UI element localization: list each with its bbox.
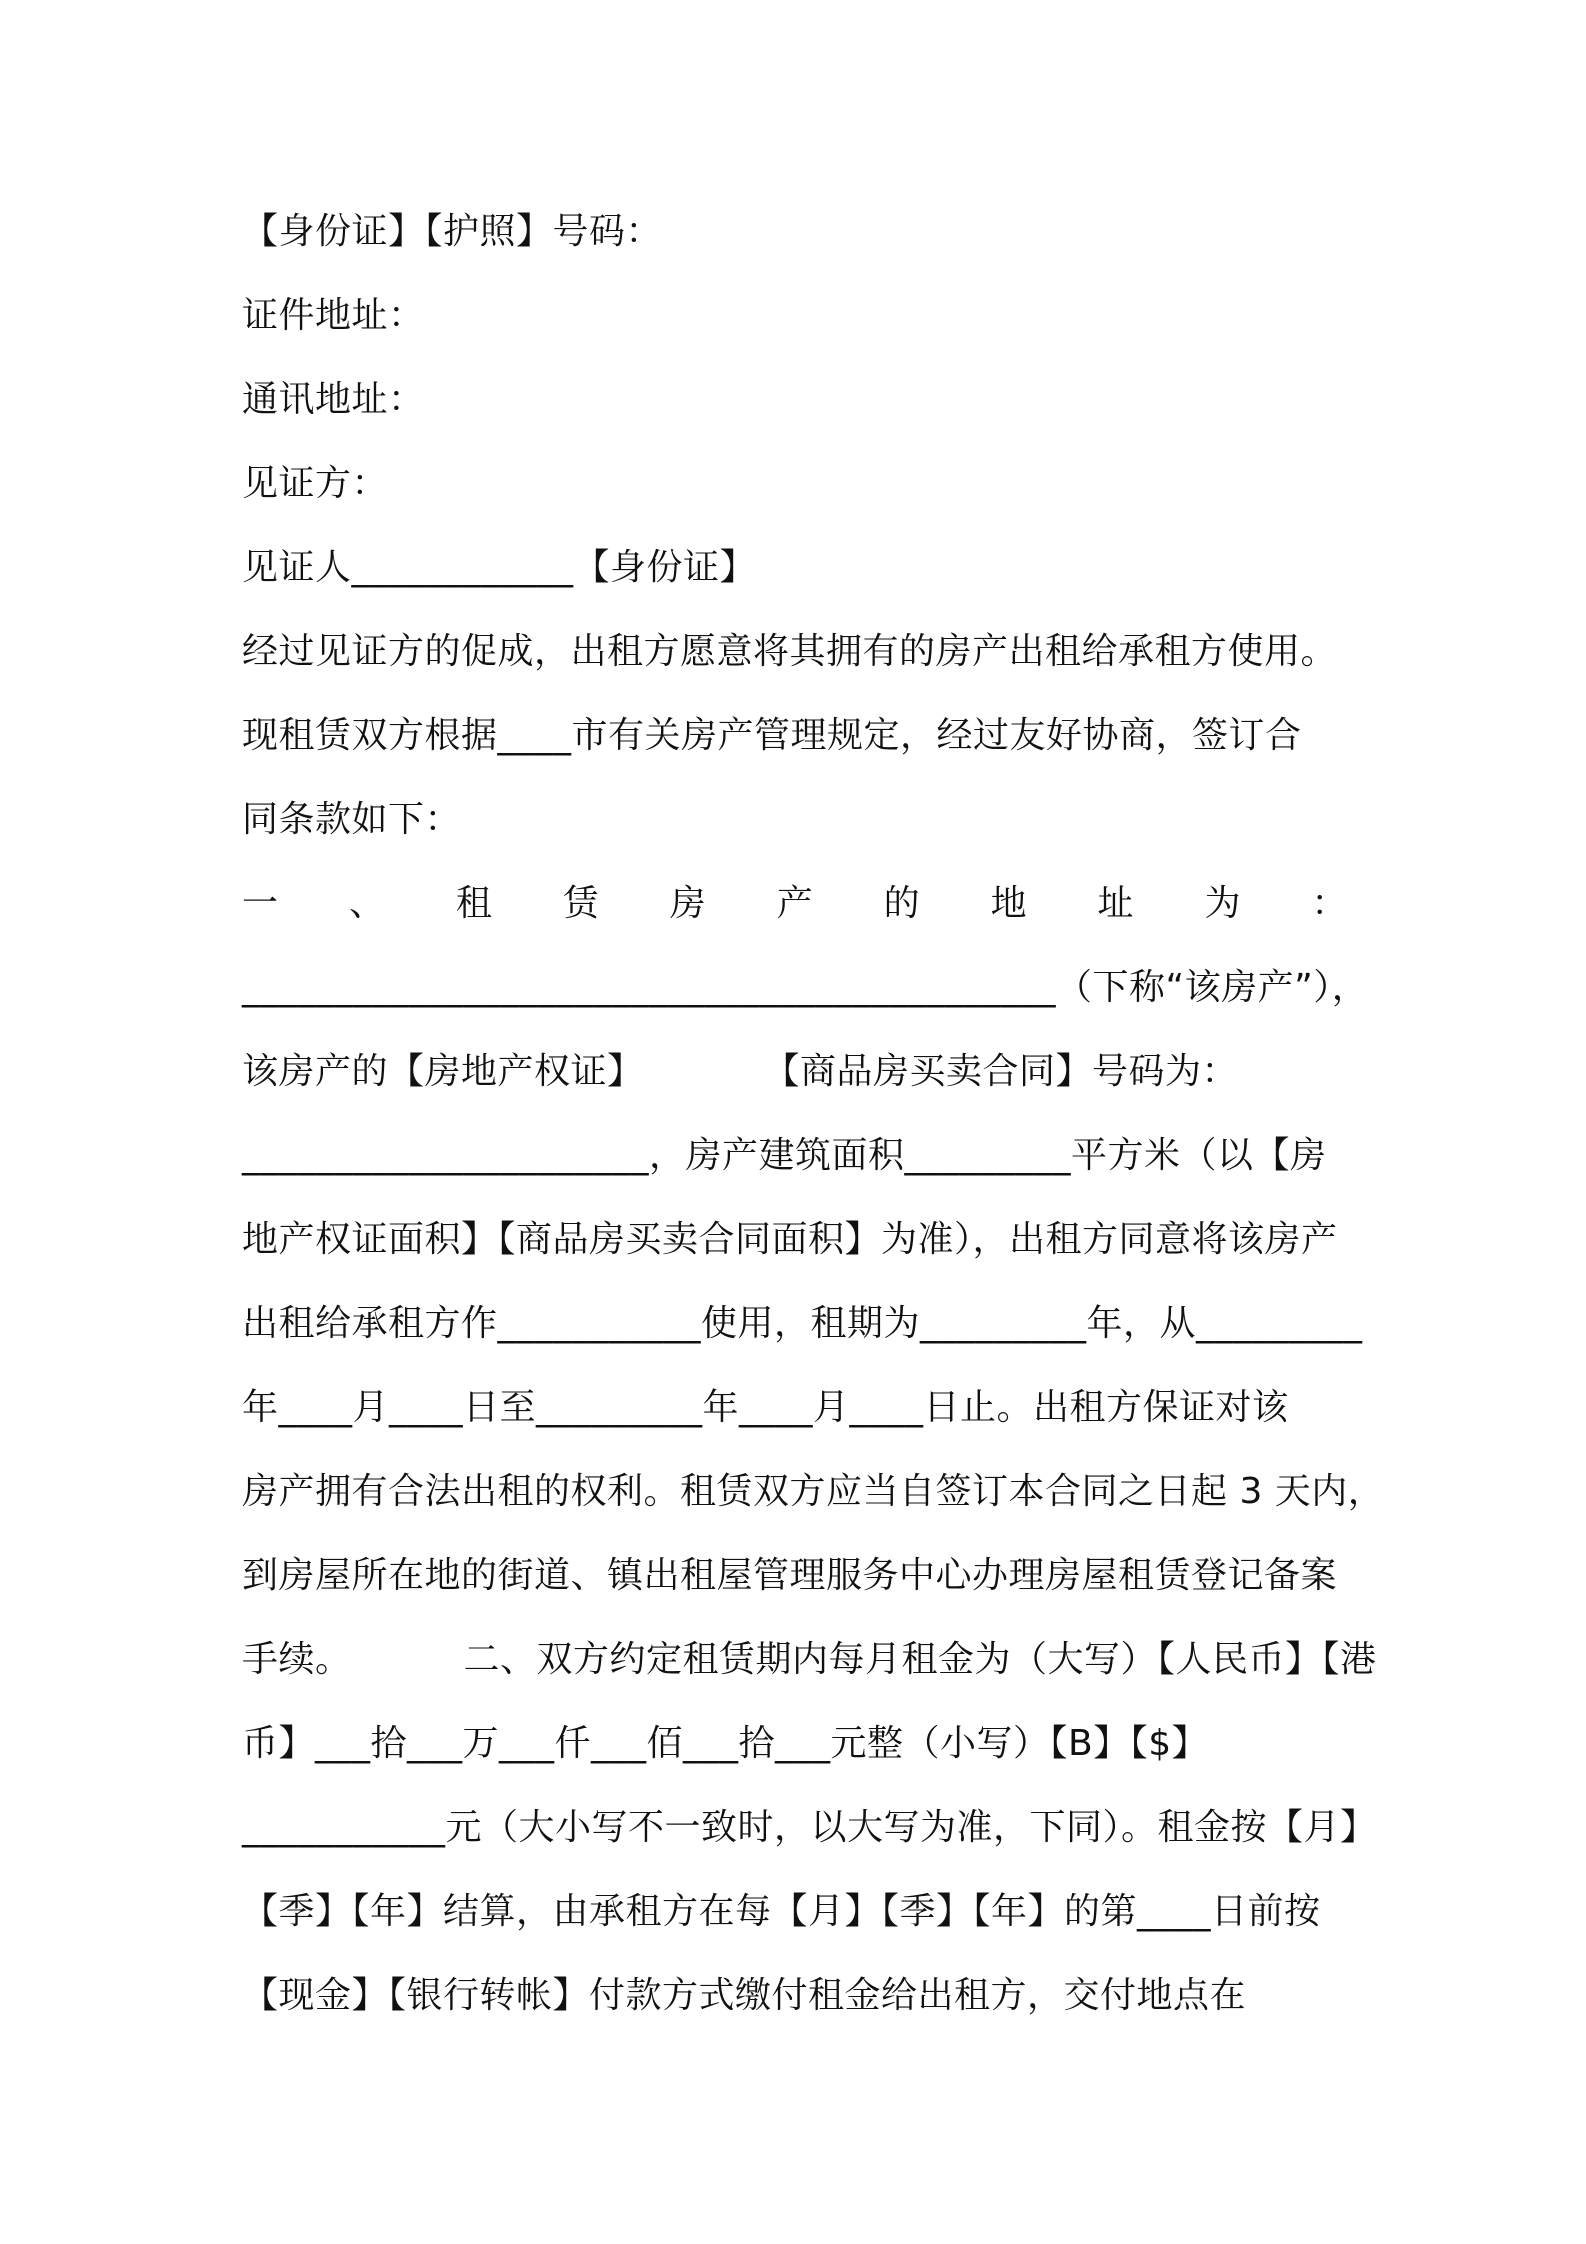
heading-char: 址	[1097, 883, 1135, 924]
witness-person-line: 见证人____________【身份证】	[242, 547, 757, 588]
body-line: 到房屋所在地的街道、镇出租屋管理服务中心办理房屋租赁登记备案	[242, 1555, 1338, 1596]
body-line: 出租给承租方作___________使用，租期为_________年，从_________	[242, 1303, 1363, 1344]
line-text: 该房产的【房地产权证】	[242, 1051, 644, 1092]
mail-address-line: 通讯地址：	[242, 379, 425, 420]
body-line: 经过见证方的促成，出租方愿意将其拥有的房产出租给承租方使用。	[242, 631, 1338, 672]
body-line: 年____月____日至_________年____月____日止。出租方保证对该	[242, 1387, 1289, 1428]
line-text: 手续。	[242, 1639, 352, 1680]
heading-char: 的	[883, 883, 921, 924]
body-line	[242, 1048, 1362, 1096]
heading-char: 赁	[562, 883, 600, 924]
body-line: 房产拥有合法出租的权利。租赁双方应当自签订本合同之日起 3 天内，	[242, 1471, 1385, 1512]
body-line: 【季】【年】结算，由承租方在每【月】【季】【年】的第____日前按	[242, 1891, 1321, 1932]
heading-char: 房	[669, 883, 707, 924]
id-address-line: 证件地址：	[242, 295, 425, 336]
body-line: ___________元（大小写不一致时，以大写为准，下同）。租金按【月】	[242, 1807, 1377, 1848]
heading-char: 租	[455, 883, 493, 924]
body-line: 币】___拾___万___仟___佰___拾___元整（小写）【B】【$】	[242, 1723, 1209, 1764]
witness-party-line: 见证方：	[242, 463, 389, 504]
article-2-text: 二、双方约定租赁期内每月租金为（大写）【人民币】【港	[463, 1639, 1377, 1680]
heading-char: 一	[242, 883, 279, 924]
heading-char: 产	[776, 883, 814, 924]
article-1-heading	[242, 880, 1348, 928]
body-line: 【现金】【银行转帐】付款方式缴付租金给出租方，交付地点在	[242, 1975, 1247, 2016]
body-line: 同条款如下：	[242, 799, 462, 840]
heading-char: 为	[1204, 883, 1241, 924]
heading-char: 、	[348, 883, 386, 924]
body-line: 现租赁双方根据____市有关房产管理规定，经过友好协商，签订合	[242, 715, 1302, 756]
body-line: ______________________，房产建筑面积_________平方米（以【房	[242, 1135, 1327, 1176]
body-line: ____________________________________________（下称“该房产”），	[242, 967, 1369, 1008]
id-number-line: 【身份证】【护照】号码：	[242, 211, 663, 252]
heading-char: ：	[1311, 883, 1348, 924]
body-line	[242, 1636, 1377, 1684]
line-text: 【商品房买卖合同】号码为：	[763, 1051, 1239, 1092]
heading-char: 地	[990, 883, 1028, 924]
body-line: 地产权证面积】【商品房买卖合同面积】为准），出租方同意将该房产	[242, 1219, 1338, 1260]
